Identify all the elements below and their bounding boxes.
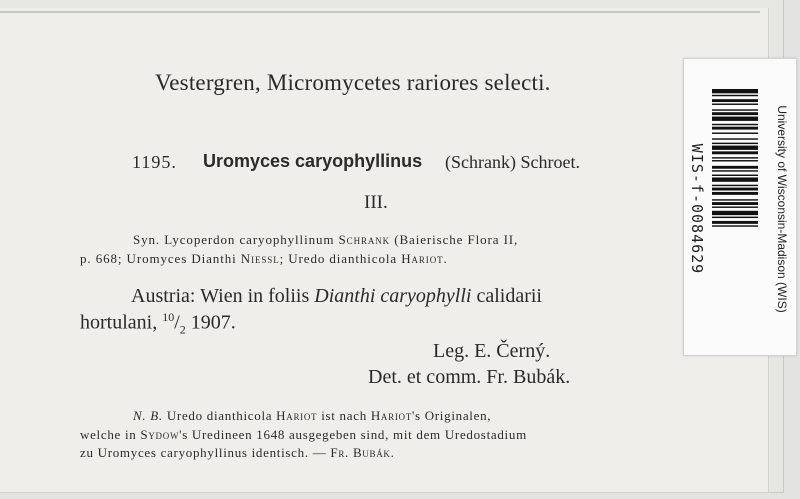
barcode-bar xyxy=(712,188,758,191)
synonymy-line-1: Syn. Lycoperdon caryophyllinum Schrank (Baierische Flora II, xyxy=(133,232,519,247)
determiner-line: Det. et comm. Fr. Bubák. xyxy=(368,366,571,388)
locality-line-1: Austria: Wien in foliis Dianthi caryophylli calidarii xyxy=(131,285,542,307)
barcode-bar xyxy=(712,157,758,158)
institution-name: University of Wisconsin-Madison (WIS) xyxy=(775,105,789,313)
collector-line: Leg. E. Černý. xyxy=(433,340,551,362)
species-authority: (Schrank) Schroet. xyxy=(445,152,580,172)
barcode-bar xyxy=(712,95,758,96)
note-line-1: N. B. Uredo dianthicola Hariot ist nach Hariot's Originalen, xyxy=(133,408,492,423)
barcode-label xyxy=(683,58,797,356)
barcode-bar xyxy=(712,221,758,224)
top-rule xyxy=(0,11,760,13)
barcode-number: WIS-f-0084629 xyxy=(688,143,706,275)
barcode-bar xyxy=(712,104,758,105)
barcode-bar xyxy=(712,192,758,195)
barcode-bar xyxy=(712,146,758,150)
barcode-bar xyxy=(712,199,758,200)
barcode-bar xyxy=(712,117,758,121)
barcode-bar xyxy=(712,170,758,171)
locality-line-2: hortulani, $^{10}/_2$ 1907. xyxy=(80,310,236,337)
barcode-bar xyxy=(712,185,758,186)
synonymy-line-2: p. 668; Uromyces Dianthi Niessl; Uredo dianthicola Hariot. xyxy=(80,251,448,266)
note-line-3: zu Uromyces caryophyllinus identisch. — Fr. Bubák. xyxy=(80,445,395,460)
barcode-bar xyxy=(712,211,758,215)
barcode-bar xyxy=(712,175,758,176)
barcode-bar xyxy=(712,133,758,134)
barcode-bar xyxy=(712,127,758,130)
species-name: Uromyces caryophyllinus xyxy=(203,151,423,171)
barcode-bar xyxy=(712,166,758,169)
exsiccata-number: 1195. xyxy=(132,152,177,172)
barcode-icon xyxy=(712,89,758,321)
barcode-bar xyxy=(712,124,758,125)
barcode-bar xyxy=(712,89,758,93)
barcode-bar xyxy=(712,217,758,218)
barcode-bar xyxy=(712,151,758,154)
barcode-bar xyxy=(712,143,758,144)
barcode-bar xyxy=(712,109,758,110)
barcode-bar xyxy=(712,99,758,102)
barcode-bar xyxy=(712,177,758,181)
barcode-bar xyxy=(712,112,758,115)
spore-stage: III. xyxy=(364,192,388,213)
barcode-bar xyxy=(712,160,758,161)
barcode-bar xyxy=(712,206,758,207)
series-title: Vestergren, Micromycetes rariores selecti. xyxy=(155,70,551,95)
barcode-bar xyxy=(712,138,758,139)
barcode-bar xyxy=(712,202,758,205)
note-line-2: welche in Sydow's Uredineen 1648 ausgegeben sind, mit dem Uredostadium xyxy=(80,427,527,442)
barcode-bar xyxy=(712,225,758,226)
